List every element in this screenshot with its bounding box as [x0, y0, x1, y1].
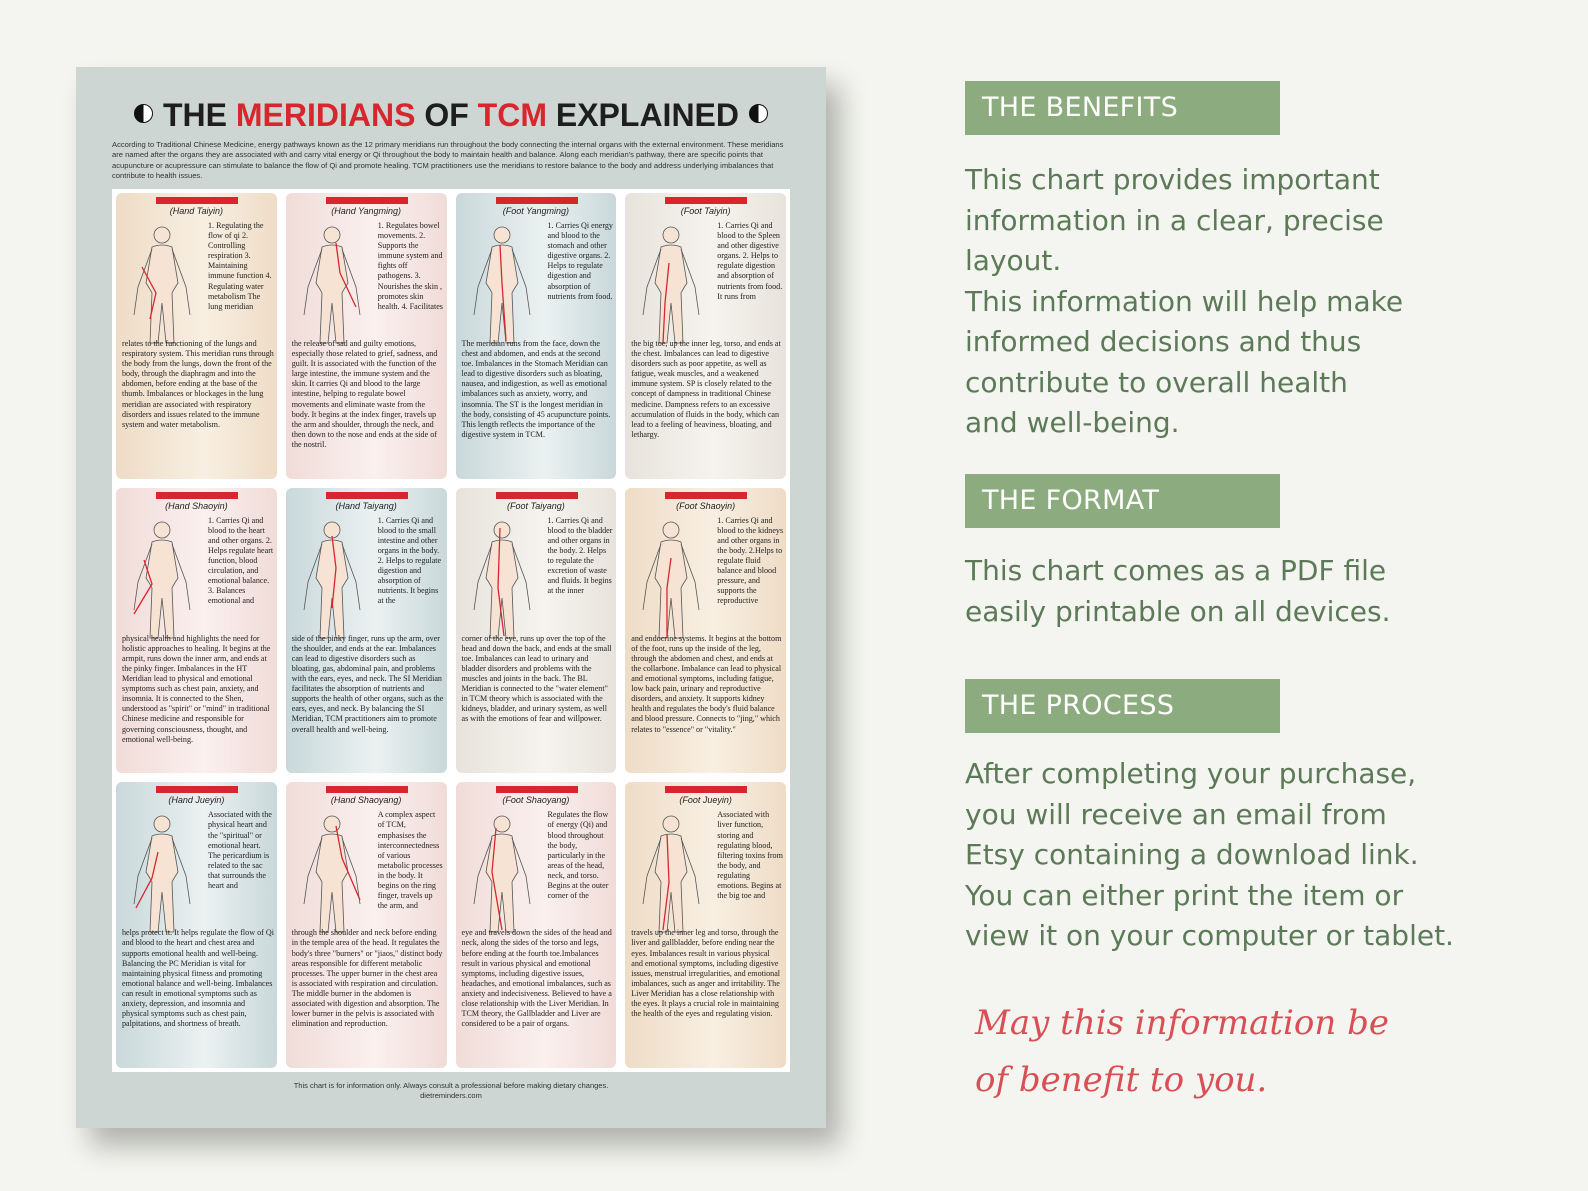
meridian-card — [456, 782, 617, 1068]
meridians-poster — [76, 67, 826, 1128]
meridian-title: (Hand Taiyang) — [335, 500, 397, 511]
meridian-description: the release of sad and guilty emotions, especially those related to grief, sadness, and guilt. It is associated with the function of the large intestine, the immune system and the skin. It carries Qi and blood to the large intestine, helping to regulate bowel movements and eliminate waste from the body. It begins at the index finger, travels up the arm and shoulder, through the neck, and then down to the nose and ends at the side of the nostril. — [291, 339, 438, 449]
meridian-points: 1. Regulating the flow of qi 2. Controlling respiration 3. Maintaining immune function 4. Regulating water metabolism The lung meridian — [208, 221, 272, 311]
meridian-points: 1. Carries Qi and blood to the Spleen and other digestive organs. 2. Helps to regulate digestion and absorption of nutrients from food. It runs from — [717, 221, 783, 301]
meridian-description: and endocrine systems. It begins at the bottom of the foot, runs up the inside of the leg, through the abdomen and chest, and ends at the collarbone. Imbalance can lead to physical and emotional symptoms, including fatigue, low back pain, urinary and reproductive disorders, and anxiety. It supports kidney health and regulates the body's fluid balance and blood pressure. Connects to "jing," which relates to "essence" or "vitality." — [631, 633, 782, 734]
meridian-description: travels up the inner leg and torso, through the liver and gallbladder, before ending near the eyes. Imbalances result in various physical and emotional symptoms, including digestive issues, menstrual irregularities, and emotional imbalances, such as anger and irritability. The Liver Meridian has a close relationship with the eyes. It plays a crucial role in maintaining the health of the eyes and regulating vision. — [631, 928, 781, 1019]
meridian-points: 1. Carries Qi and blood to the heart and other organs. 2. Helps regulate heart function, blood circulation, and emotional balance. 3. Balances emotional and — [208, 515, 274, 606]
meridian-points: 1. Carries Qi and blood to the kidneys and other organs in the body. 2.Helps to regulate fluid balance and blood pressure, and supports the reproductive — [717, 515, 784, 606]
meridian-card — [286, 488, 447, 774]
meridian-card — [625, 193, 786, 479]
meridian-title: (Foot Taiyang) — [507, 500, 565, 511]
meridian-card — [456, 488, 617, 774]
meridian-description: relates to the functioning of the lungs and respiratory system. This meridian runs through the body from the lungs, down the front of the body, through the diaphragm and into the abdomen, before ending at the base of the thumb. Imbalances or blockages in the lung meridian are associated with respiratory disorders and issues related to the immune system and water metabolism. — [122, 339, 274, 429]
meridian-title: (Foot Shaoyang) — [502, 795, 570, 806]
red-title-bar — [665, 492, 747, 499]
red-title-bar — [496, 492, 578, 499]
meridian-card — [286, 193, 447, 479]
process-text: After completing your purchase, you will receive an email from Etsy containing a download link. You can either print the item or view it on your computer or tablet. — [965, 757, 1454, 952]
meridian-card — [456, 193, 617, 479]
format-text: This chart comes as a PDF file easily printable on all devices. — [965, 554, 1391, 628]
meridian-card — [116, 488, 277, 774]
body-figure-icon — [631, 812, 711, 936]
meridian-card — [625, 488, 786, 774]
meridian-description: eye and travels down the sides of the head and neck, along the sides of the torso and legs, before ending at the fourth toe.Imbalances result in various physical and emotional symptoms, including digestive issues, headaches, and emotional imbalances, such as anxiety and indecisiveness. Believed to have a close relationship with the Liver Meridian. In TCM theory, the Gallbladder and Liver are considered to be a pair of organs. — [461, 928, 612, 1029]
benefits-heading: THE BENEFITS — [965, 81, 1280, 135]
meridian-description: side of the pinky finger, runs up the arm, over the shoulder, and ends at the ear. Imbalances can lead to digestive disorders such as bloating, gas, abdominal pain, and problems with the ears, eyes, and neck. The SI Meridian facilitates the absorption of nutrients and supports the health of other organs, such as the ears, eyes, and neck. By balancing the SI Meridian, TCM practitioners aim to promote overall health and well-being. — [291, 633, 444, 734]
meridian-description: physical health and highlights the need for holistic approaches to healing. It begins at the armpit, runs down the inner arm, and ends at the pinky finger. Imbalances in the HT Meridian lead to physical and emotional symptoms such as chest pain, anxiety, and insomnia. It is connected to the Shen, understood as "spirit" or "mind" in traditional Chinese medicine and responsible for governing consciousness, thought, and emotional well-being. — [122, 633, 271, 744]
meridian-title: (Hand Yangming) — [331, 206, 401, 216]
meridian-points: Associated with liver function, storing and regulating blood, filtering toxins from the body, and regulating emotions. Begins at the big toe and — [717, 810, 783, 901]
meridian-points: Regulates the flow of energy (Qi) and blood throughout the body, particularly in the areas of the head, neck, and torso. Begins at the outer corner of the — [547, 810, 609, 901]
body-figure-icon — [292, 223, 372, 347]
body-figure-icon — [631, 518, 711, 642]
body-figure-icon — [462, 223, 542, 347]
meridian-points: 1. Carries Qi and blood to the small intestine and other organs in the body. 2. Helps to regulate digestion and absorption of nutrients. It begins at the — [377, 515, 442, 606]
body-figure-icon — [462, 518, 542, 642]
poster-title: THE MERIDIANS OF TCM EXPLAINED — [76, 97, 826, 134]
meridian-title: (Foot Shaoyin) — [676, 500, 736, 511]
benefits-text: This chart provides important information in a clear, precise layout. This information will help make informed decisions and thus contribute to overall health and well-being. — [965, 163, 1404, 439]
meridian-points: 1. Regulates bowel movements. 2. Supports the immune system and fights off pathogens. 3. Nourishes the skin , promotes skin health. 4. Facilitates — [377, 221, 443, 311]
meridian-points: 1. Carries Qi and blood to the bladder and other organs in the body. 2. Helps to regulate the excretion of waste and fluids. It begins at the inner — [547, 515, 613, 596]
red-title-bar — [665, 197, 747, 204]
red-title-bar — [156, 492, 238, 499]
format-heading: THE FORMAT — [965, 474, 1280, 528]
meridian-card — [286, 782, 447, 1068]
red-title-bar — [496, 786, 578, 793]
meridian-description: The meridian runs from the face, down the chest and abdomen, and ends at the second toe. Imbalances in the Stomach Meridian can lead to digestive disorders such as bloating, nausea, and indigestion, as well as emotional imbalances such as anxiety, worry, and insomnia. The ST is the longest meridian in the body, consisting of 45 acupuncture points. This length reflects the importance of the digestive system in TCM. — [461, 339, 611, 439]
body-figure-icon — [122, 518, 202, 642]
meridian-title: (Hand Shaoyang) — [330, 795, 402, 806]
meridian-title: (Foot Yangming) — [502, 206, 569, 216]
meridian-points: Associated with the physical heart and the "spiritual" or emotional heart. The pericardium is related to the sac that surrounds the heart and — [208, 810, 272, 890]
body-figure-icon — [292, 518, 372, 642]
body-figure-icon — [462, 812, 542, 936]
meridian-description: through the shoulder and neck before ending in the temple area of the head. It regulates the body's three "burners" or "jiaos," distinct body areas responsible for different metabolic processes. The upper burner in the chest area is associated with respiration and circulation. The middle burner in the abdomen is associated with digestion and absorption. The lower burner in the pelvis is associated with elimination and reproduction. — [291, 928, 443, 1029]
yin-yang-icon — [749, 104, 768, 123]
meridian-title: (Hand Taiyin) — [169, 206, 223, 216]
poster-footer — [76, 1081, 826, 1101]
red-title-bar — [156, 786, 238, 793]
red-title-bar — [326, 786, 408, 793]
disclaimer-text: This chart is for information only. Always consult a professional before making dietary changes. — [293, 1081, 609, 1090]
meridian-title: (Foot Taiyin) — [680, 206, 731, 216]
body-figure-icon — [631, 223, 711, 347]
meridian-card — [116, 193, 277, 479]
meridian-points: 1. Carries Qi energy and blood to the stomach and other digestive organs. 2. Helps to regulate digestion and absorption of nutrients from food. — [547, 221, 613, 301]
red-title-bar — [326, 197, 408, 204]
poster-intro: According to Traditional Chinese Medicine, energy pathways known as the 12 primary meridians run throughout the body connecting the internal organs with the external environment. These meridians are named after the organs they are associated with and carry vital energy or Qi throughout the body to maintain health and balance. Along each meridian's pathway, there are specific points that acupuncture or acupressure can stimulate to balance the flow of Qi and promote healing. TCM practitioners use the meridians to restore balance to the body and address underlying imbalances that contribute to health issues. — [112, 140, 784, 180]
meridian-card — [116, 782, 277, 1068]
body-figure-icon — [292, 812, 372, 936]
meridian-title: (Hand Shaoyin) — [165, 500, 228, 511]
meridian-grid — [112, 189, 790, 1072]
website-text: dietreminders.com — [420, 1091, 482, 1100]
process-heading: THE PROCESS — [965, 679, 1280, 733]
red-title-bar — [326, 492, 408, 499]
yin-yang-icon — [134, 104, 153, 123]
red-title-bar — [156, 197, 238, 204]
body-figure-icon — [122, 223, 202, 347]
meridian-title: (Hand Jueyin) — [168, 795, 225, 806]
meridian-points: A complex aspect of TCM, emphasises the interconnectedness of various metabolic processes in the body. It begins on the ring finger, travels up the arm, and — [377, 810, 443, 911]
meridian-description: helps protect it. It helps regulate the flow of Qi and blood to the heart and chest area and supports emotional health and well-being. Balancing the PC Meridian is vital for maintaining physical fitness and promoting emotional balance and well-being. Imbalances can result in emotional symptoms such as anxiety, depression, and insomnia and physical symptoms such as chest pain, palpitations, and shortness of breath. — [122, 928, 274, 1029]
meridian-description: corner of the eye, runs up over the top of the head and down the back, and ends at the small toe. Imbalances can lead to urinary and bladder disorders and problems with the muscles and joints in the back. The BL Meridian is connected to the "water element" in TCM theory which is associated with the kidneys, bladder, and urinary system, as well as with the emotions of fear and willpower. — [461, 633, 612, 724]
red-title-bar — [496, 197, 578, 204]
red-title-bar — [665, 786, 747, 793]
body-figure-icon — [122, 812, 202, 936]
meridian-title: (Foot Jueyin) — [679, 795, 732, 806]
meridian-card — [625, 782, 786, 1068]
closing-message: May this information be of benefit to you. — [975, 1003, 1389, 1100]
meridian-description: the big toe, up the inner leg, torso, and ends at the chest. Imbalances can lead to digestive disorders such as poor appetite, as well as fatigue, weak muscles, and a weakened immune system. SP is closely related to the concept of dampness in traditional Chinese medicine. Dampness refers to an excessive accumulation of fluids in the body, which can lead to a feeling of heaviness, bloating, and lethargy. — [631, 339, 781, 439]
